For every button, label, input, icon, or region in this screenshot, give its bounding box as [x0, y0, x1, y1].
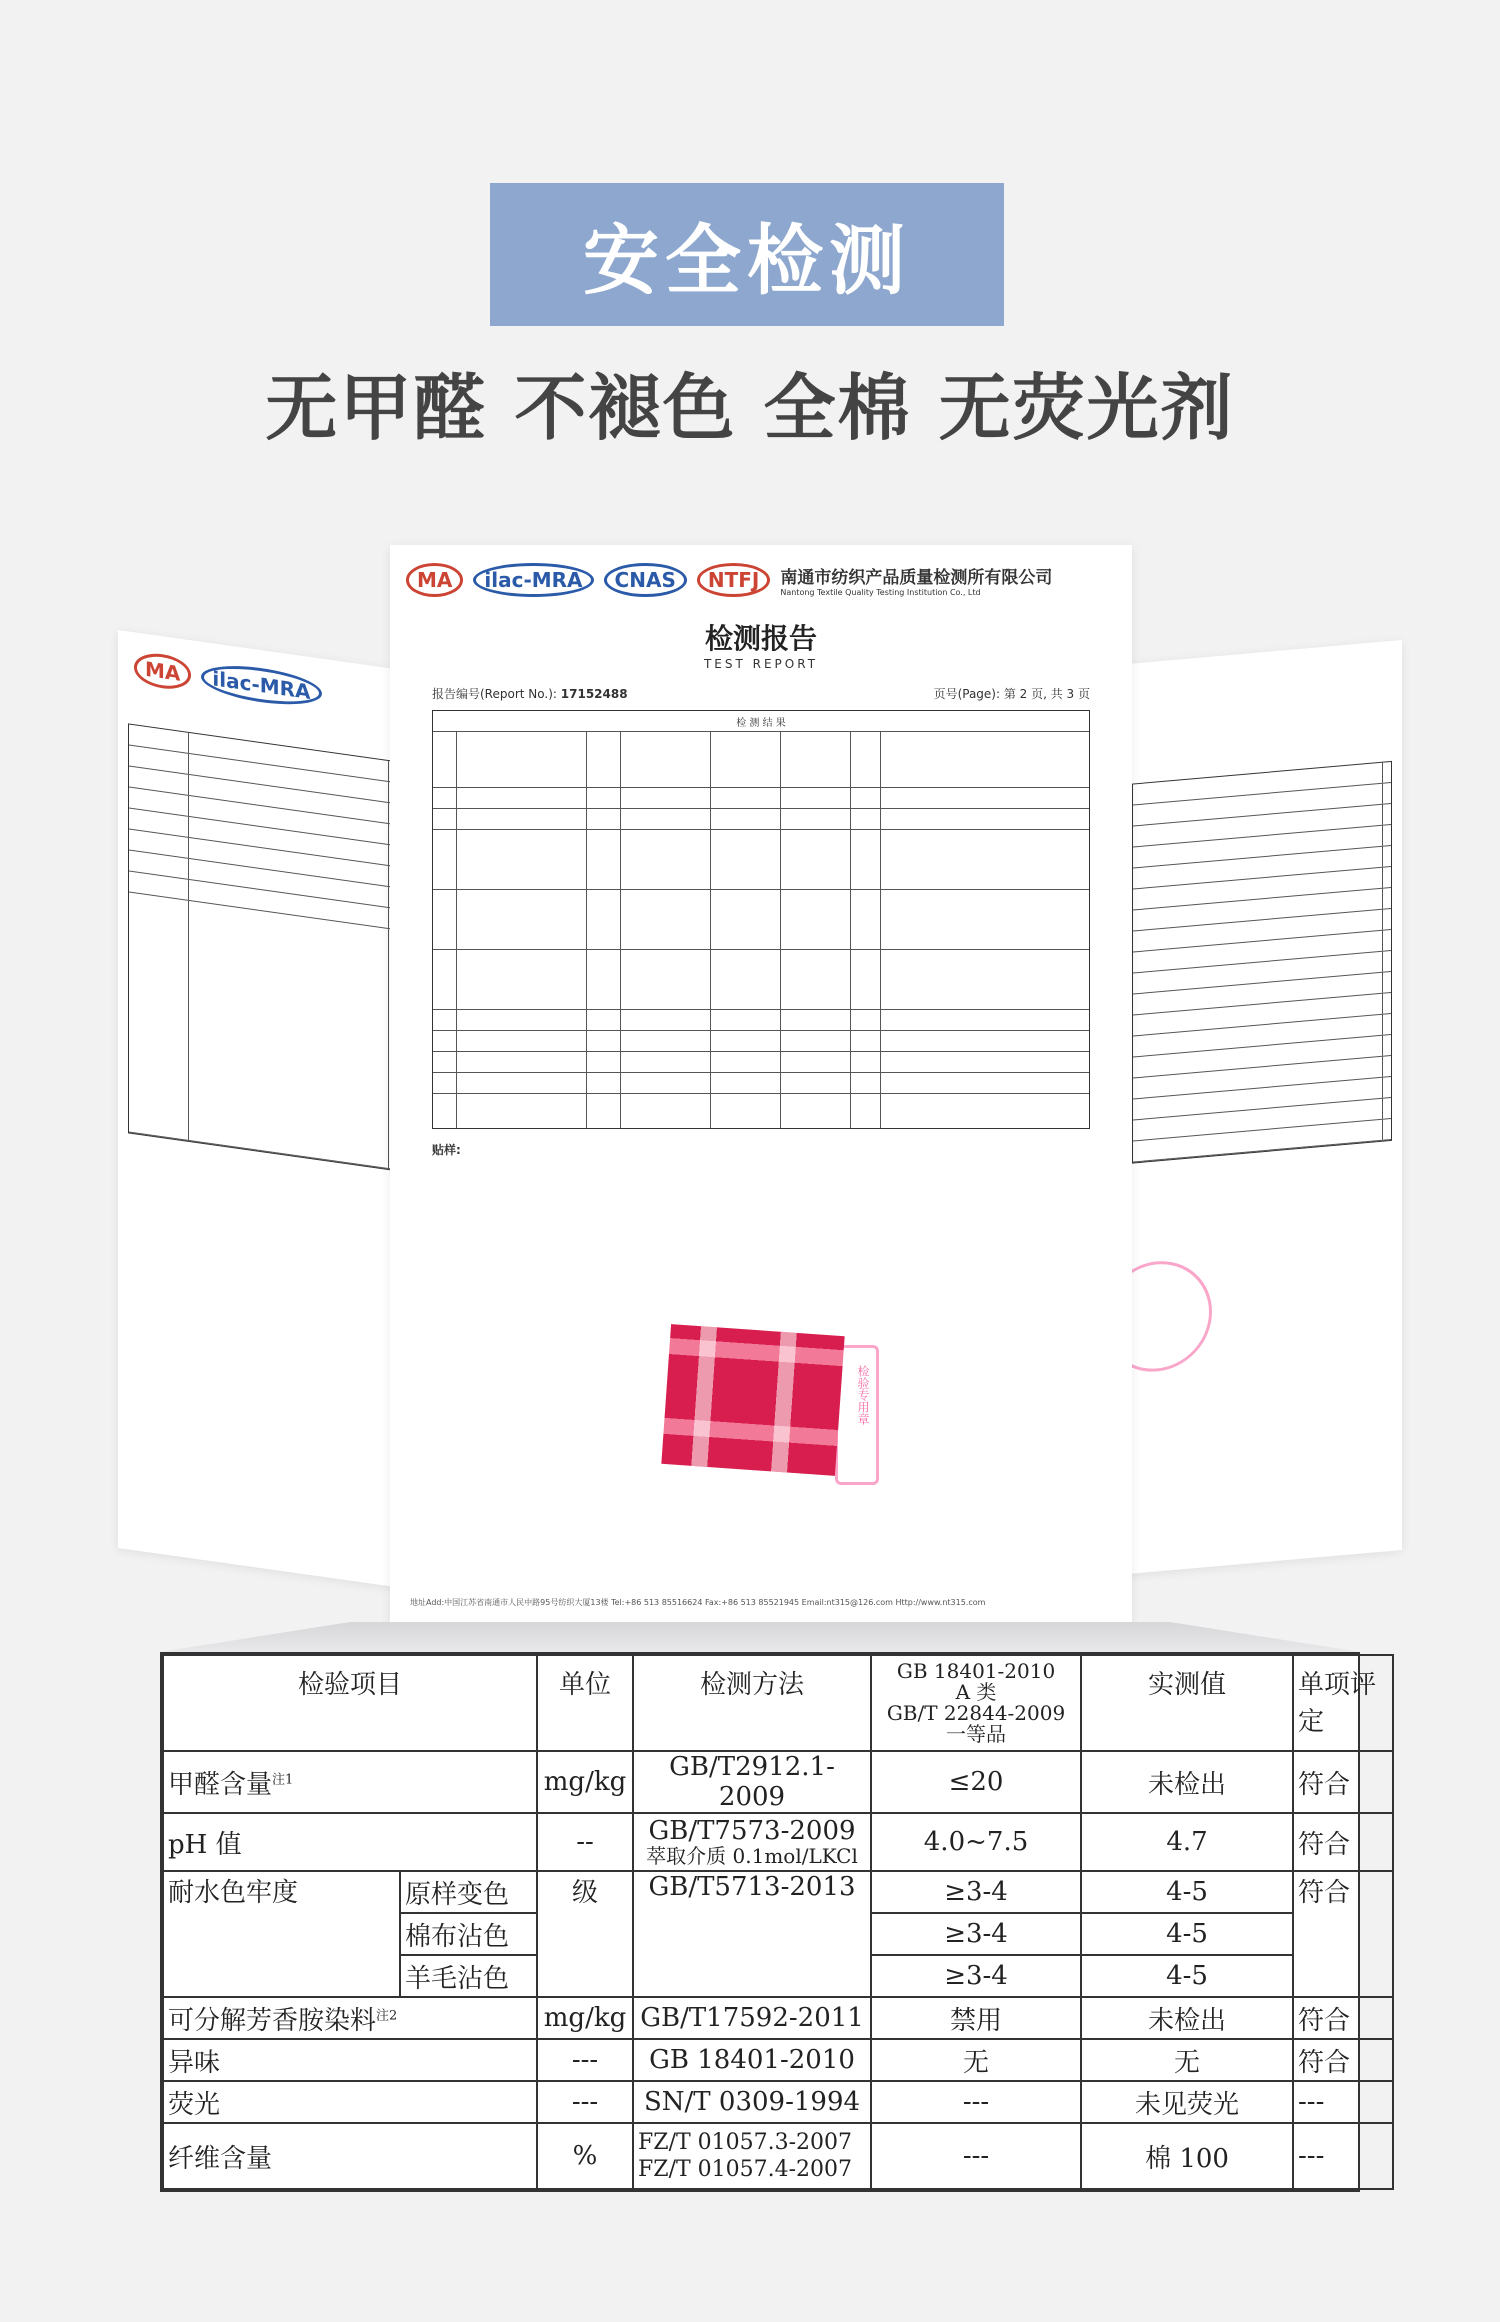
table-row: 可分解芳香胺染料$^{注2}$ mg/kg GB/T17592-2011 禁用 未检出 符合 — [163, 1997, 1393, 2039]
header-judgement: 单项评定 — [1293, 1655, 1393, 1751]
banner-title: 安全检测 — [583, 216, 911, 305]
report-number: 报告编号(Report No.): 17152488 — [432, 687, 628, 701]
report-meta — [390, 671, 1132, 702]
table-row: 甲醛含量$^{注1}$ mg/kg GB/T2912.1-2009 ≤20 未检出 符合 — [163, 1751, 1393, 1813]
table-row: 耐水色牢度 原样变色 级 GB/T5713-2013 ≥3-4 4-5 符合 — [163, 1871, 1393, 1913]
section-banner — [490, 183, 1004, 326]
zoom-connector — [160, 1622, 1360, 1652]
report-page-right — [1122, 640, 1402, 1574]
header-measured: 实测值 — [1081, 1655, 1293, 1751]
page-info: 页号(Page): 第 2 页, 共 3 页 — [933, 687, 1090, 701]
ilac-logo: ilac-MRA — [201, 660, 321, 711]
institution-name: 南通市纺织产品质量检测所有限公司 Nantong Textile Quality Testing Institution Co., Ltd — [780, 568, 1053, 597]
ma-logo: MA — [406, 563, 463, 597]
fabric-sample-swatch — [661, 1324, 844, 1476]
ma-logo: MA — [134, 650, 191, 692]
report-footer: 地址Add:中国江苏省南通市人民中路95号纺织大厦13楼 Tel:+86 513 85516624 Fax:+86 513 85521945 Email:nt315@126.com Http://www.nt315.com — [410, 1598, 986, 1608]
cnas-logo: CNAS — [604, 563, 687, 597]
report-title: 检测报告 — [704, 622, 817, 655]
table-row: 羊毛沾色 ≥3-4 4-5 — [163, 1955, 1393, 1997]
header-standard: GB 18401-2010 A 类 GB/T 22844-2009 一等品 — [871, 1655, 1081, 1751]
table-row: 纤维含量 % FZ/T 01057.3-2007 FZ/T 01057.4-2007 --- 棉 100 --- — [163, 2123, 1393, 2189]
report-title-en: TEST REPORT — [703, 657, 819, 671]
header-method: 检测方法 — [633, 1655, 871, 1751]
table-row: pH 值 -- GB/T7573-2009 萃取介质 0.1mol/LKCl 4.0~7.5 4.7 符合 — [163, 1813, 1393, 1871]
table-header-row — [163, 1655, 1393, 1751]
table-row: 荧光 --- SN/T 0309-1994 --- 未见荧光 --- — [163, 2081, 1393, 2123]
table-row: 异味 --- GB 18401-2010 无 无 符合 — [163, 2039, 1393, 2081]
zoomed-result-table — [160, 1652, 1377, 2192]
section-title: 检 测 结 果 — [736, 717, 786, 729]
report-page-left — [118, 630, 418, 1590]
institution-name-en: Nantong Textile Quality Testing Institution Co., Ltd — [780, 588, 981, 597]
table-row: 棉布沾色 ≥3-4 4-5 — [163, 1913, 1393, 1955]
ntfj-logo: NTFJ — [697, 563, 770, 597]
seal-text: 检验专用章 — [856, 1365, 870, 1425]
header-unit: 单位 — [537, 1655, 633, 1751]
header-item: 检验项目 — [163, 1655, 537, 1751]
feature-subtitle: 无甲醛 不褪色 全棉 无荧光剂 — [265, 366, 1235, 450]
sample-label: 贴样: — [432, 1143, 461, 1157]
report-mini-table — [432, 710, 1090, 1129]
ilac-logo: ilac-MRA — [473, 563, 593, 597]
